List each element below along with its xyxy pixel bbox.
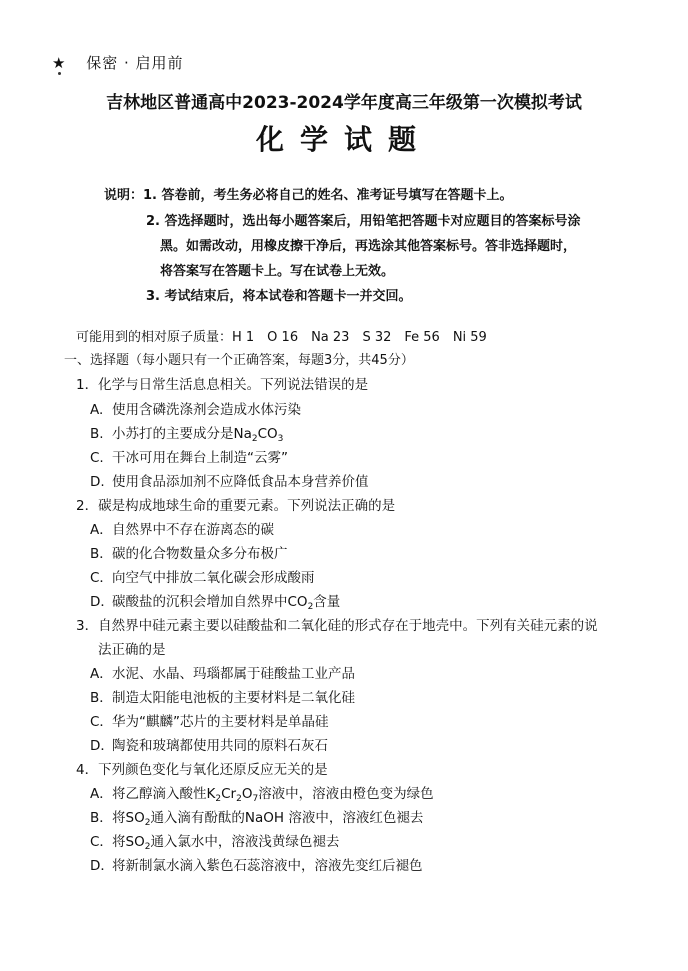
option-letter: A． — [90, 786, 113, 802]
instruction-line-1 — [104, 184, 513, 203]
option-text: 通入滴有酚酞的NaOH 溶液中，溶液红色褪去 — [150, 810, 424, 826]
decorative-dot — [58, 72, 61, 75]
option-letter: B． — [90, 810, 113, 826]
option-letter: A． — [90, 522, 113, 538]
option-text: 干冰可用在舞台上制造“云雾” — [112, 450, 288, 466]
subscript: 7 — [252, 794, 259, 804]
exam-title: 吉林地区普通高中2023-2024学年度高三年级第一次模拟考试 — [106, 93, 582, 113]
option-letter: C． — [90, 570, 113, 586]
option — [90, 710, 329, 730]
subject-title: 化学试题 — [255, 123, 432, 156]
secrecy-text: 保密 · 启用前 — [86, 54, 184, 72]
option — [90, 854, 423, 874]
instruction-item: 1. 答卷前，考生务必将自己的姓名、准考证号填写在答题卡上。 — [143, 188, 513, 203]
option — [90, 662, 355, 682]
instruction-item: 将答案写在答题卡上。写在试卷上无效。 — [160, 264, 395, 279]
option-letter: B. — [90, 426, 104, 442]
option-text: 华为“麒麟”芯片的主要材料是单晶硅 — [112, 714, 329, 730]
option-letter: D． — [90, 738, 114, 754]
subscript: 2 — [251, 434, 258, 444]
instruction-item: 3. 考试结束后，将本试卷和答题卡一并交回。 — [146, 289, 412, 304]
option — [90, 566, 315, 586]
option — [90, 446, 288, 466]
option — [90, 806, 423, 826]
option — [90, 734, 328, 754]
option-text: 将SO — [112, 834, 145, 850]
instruction-item: 黑。如需改动，用橡皮擦干净后，再选涂其他答案标号。答非选择题时， — [160, 239, 577, 254]
subscript: 2 — [236, 794, 242, 804]
option-text: 小苏打的主要成分是Na — [112, 426, 252, 442]
option-text: O — [241, 786, 253, 802]
option-text: 自然界中不存在游离态的碳 — [112, 522, 274, 538]
option — [90, 518, 274, 538]
option-text: 将新制氯水滴入紫色石蕊溶液中，溶液先变红后褪色 — [112, 858, 423, 874]
option — [90, 422, 283, 442]
question-stem: 1．化学与日常生活息息相关。下列说法错误的是 — [76, 377, 369, 393]
option-letter: A. — [90, 402, 104, 418]
option-text: 含量 — [313, 594, 341, 610]
option — [90, 830, 339, 850]
option-text: Cr — [221, 786, 237, 802]
option-letter: C. — [90, 450, 104, 466]
instruction-prefix: 说明： — [104, 188, 144, 203]
option-text: 碳的化合物数量众多分布极广 — [112, 546, 288, 562]
option-text: 制造太阳能电池板的主要材料是二氧化硅 — [112, 690, 355, 706]
question-stem: 2．碳是构成地球生命的重要元素。下列说法正确的是 — [76, 498, 396, 514]
subscript: 3 — [277, 434, 284, 444]
question-stem: 3．自然界中硅元素主要以硅酸盐和二氧化硅的形式存在于地壳中。下列有关硅元素的说 — [76, 618, 598, 634]
option-text: 通入氯水中，溶液浅黄绿色褪去 — [150, 834, 340, 850]
option — [90, 782, 434, 802]
option-letter: C． — [90, 714, 113, 730]
option — [90, 470, 369, 490]
option-letter: B． — [90, 546, 113, 562]
subscript: 2 — [307, 602, 314, 612]
option — [90, 542, 288, 562]
option-text: 使用食品添加剂不应降低食品本身营养价值 — [112, 474, 369, 490]
option — [90, 686, 355, 706]
question-stem-continued: 法正确的是 — [98, 642, 166, 658]
option-letter: C． — [90, 834, 113, 850]
atomic-masses: 可能用到的相对原子质量：H 1 O 16 Na 23 S 32 Fe 56 Ni 59 — [76, 330, 487, 345]
option-text: 碳酸盐的沉积会增加自然界中CO — [112, 594, 308, 610]
subscript: 2 — [144, 818, 151, 828]
subscript: 2 — [144, 842, 151, 852]
star-icon: ★ — [52, 54, 67, 72]
option-letter: A． — [90, 666, 113, 682]
section-heading: 一、选择题（每小题只有一个正确答案，每题3分，共45分） — [64, 353, 414, 368]
question-stem: 4．下列颜色变化与氧化还原反应无关的是 — [76, 762, 328, 778]
option — [90, 590, 340, 610]
option — [90, 398, 301, 418]
option-letter: D． — [90, 594, 114, 610]
option-letter: D． — [90, 858, 114, 874]
option-text: 溶液中，溶液由橙色变为绿色 — [258, 786, 434, 802]
option-letter: B． — [90, 690, 113, 706]
option-text: 向空气中排放二氧化碳会形成酸雨 — [112, 570, 315, 586]
option-text: 将乙醇滴入酸性K — [112, 786, 216, 802]
secrecy-label — [52, 52, 184, 73]
subscript: 2 — [215, 794, 222, 804]
option-text: 陶瓷和玻璃都使用共同的原料石灰石 — [112, 738, 328, 754]
option-text: 水泥、水晶、玛瑙都属于硅酸盐工业产品 — [112, 666, 355, 682]
option-text: 将SO — [112, 810, 145, 826]
option-text: 使用含磷洗涤剂会造成水体污染 — [112, 402, 301, 418]
instruction-item: 2. 答选择题时，选出每小题答案后，用铅笔把答题卡对应题目的答案标号涂 — [146, 214, 581, 229]
option-text: CO — [257, 426, 278, 442]
option-letter: D. — [90, 474, 105, 490]
